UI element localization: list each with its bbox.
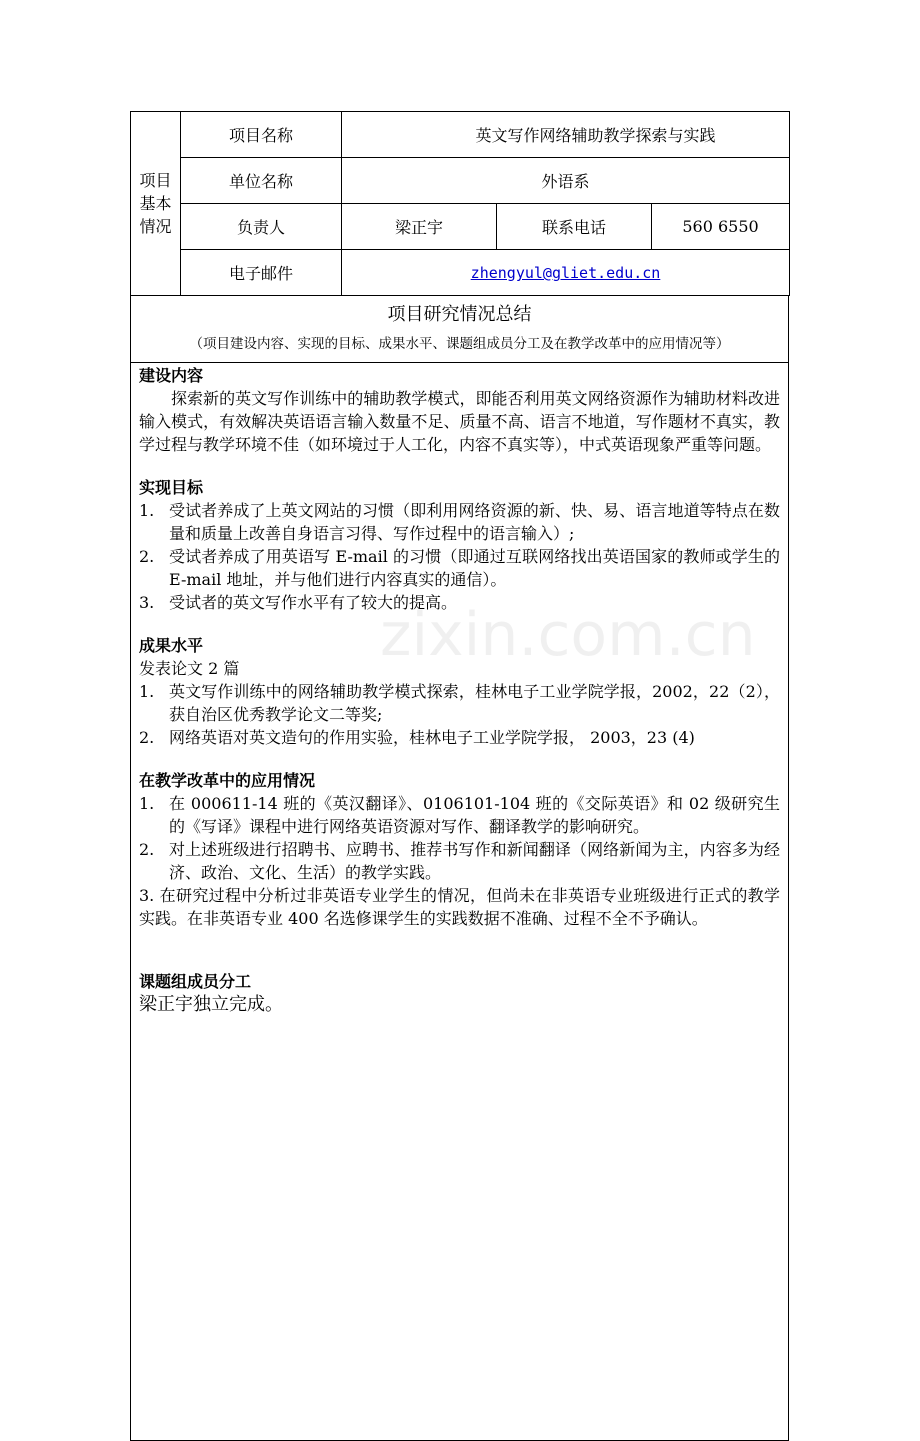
summary-box bbox=[130, 296, 789, 1441]
application-item bbox=[139, 792, 780, 838]
application-heading: 在教学改革中的应用情况 bbox=[139, 771, 316, 790]
email-label: 电子邮件 bbox=[181, 250, 342, 296]
application-item-3: 3. 在研究过程中分析过非英语专业学生的情况，但尚未在非英语专业班级进行正式的教学实践。在非英语专业 400 名选修课学生的实践数据不准确、过程不全不予确认。 bbox=[139, 886, 780, 928]
application-item bbox=[139, 838, 780, 884]
goal-number: 3. bbox=[139, 593, 155, 612]
side-label-line: 基本 bbox=[139, 194, 172, 213]
goal-item bbox=[139, 545, 780, 591]
members-heading: 课题组成员分工 bbox=[139, 972, 252, 991]
phone-value: 560 6550 bbox=[652, 204, 790, 250]
summary-title: 项目研究情况总结 bbox=[387, 304, 532, 325]
result-text: 网络英语对英文造句的作用实验，桂林电子工业学院学报， 2003，23 (4) bbox=[169, 728, 695, 747]
leader-value: 梁正宇 bbox=[342, 204, 497, 250]
construction-heading: 建设内容 bbox=[139, 366, 204, 385]
goal-text: 受试者的英文写作水平有了较大的提高。 bbox=[169, 593, 458, 612]
unit-value: 外语系 bbox=[342, 158, 790, 204]
result-number: 2. bbox=[139, 728, 155, 747]
phone-label: 联系电话 bbox=[497, 204, 652, 250]
summary-content bbox=[139, 364, 780, 1016]
leader-label: 负责人 bbox=[181, 204, 342, 250]
result-number: 1. bbox=[139, 682, 155, 701]
side-label-line: 项目 bbox=[139, 171, 172, 190]
goal-item bbox=[139, 499, 780, 545]
project-name-label: 项目名称 bbox=[181, 112, 342, 158]
goals-heading: 实现目标 bbox=[139, 478, 204, 497]
unit-label: 单位名称 bbox=[181, 158, 342, 204]
application-text: 在 000611-14 班的《英汉翻译》、0106101-104 班的《交际英语》和 02 级研究生的《写译》课程中进行网络英语资源对写作、翻译教学的影响研究。 bbox=[169, 794, 780, 836]
summary-header bbox=[131, 296, 788, 363]
summary-subtitle: （项目建设内容、实现的目标、成果水平、课题组成员分工及在教学改革中的应用情况等） bbox=[189, 336, 730, 352]
project-name-value: 英文写作网络辅助教学探索与实践 bbox=[342, 112, 790, 158]
goal-text: 受试者养成了用英语写 E-mail 的习惯（即通过互联网络找出英语国家的教师或学生的 E-mail 地址，并与他们进行内容真实的通信）。 bbox=[169, 547, 780, 589]
application-text: 对上述班级进行招聘书、应聘书、推荐书写作和新闻翻译（网络新闻为主，内容多为经济、政治、文化、生活）的教学实践。 bbox=[169, 840, 780, 882]
results-heading: 成果水平 bbox=[139, 636, 204, 655]
result-item bbox=[139, 680, 780, 726]
side-label-line: 情况 bbox=[139, 217, 172, 236]
goal-number: 1. bbox=[139, 501, 155, 520]
results-intro: 发表论文 2 篇 bbox=[139, 659, 240, 678]
result-item bbox=[139, 726, 780, 749]
application-number: 1. bbox=[139, 794, 155, 813]
goal-text: 受试者养成了上英文网站的习惯（即利用网络资源的新、快、易、语言地道等特点在数量和质量上改善自身语言习得、写作过程中的语言输入）; bbox=[169, 501, 780, 543]
construction-text: 探索新的英文写作训练中的辅助教学模式，即能否利用英文网络资源作为辅助材料改进输入模式，有效解决英语语言输入数量不足、质量不高、语言不地道，写作题材不真实，教学过程与教学环境不佳（如环境过于人工化，内容不真实等），中式英语现象严重等问题。 bbox=[139, 389, 780, 454]
goal-number: 2. bbox=[139, 547, 155, 566]
project-info-table bbox=[130, 111, 790, 296]
members-text: 梁正宇独立完成。 bbox=[139, 994, 283, 1015]
project-basic-info-label bbox=[131, 112, 181, 296]
email-link[interactable]: zhengyul@gliet.edu.cn bbox=[470, 264, 661, 282]
goal-item bbox=[139, 591, 780, 614]
email-cell bbox=[342, 250, 790, 296]
application-number: 2. bbox=[139, 840, 155, 859]
result-text: 英文写作训练中的网络辅助教学模式探索，桂林电子工业学院学报，2002，22（2）， 获自治区优秀教学论文二等奖; bbox=[169, 682, 780, 724]
watermark-text: zixin.com.cn bbox=[380, 600, 756, 670]
